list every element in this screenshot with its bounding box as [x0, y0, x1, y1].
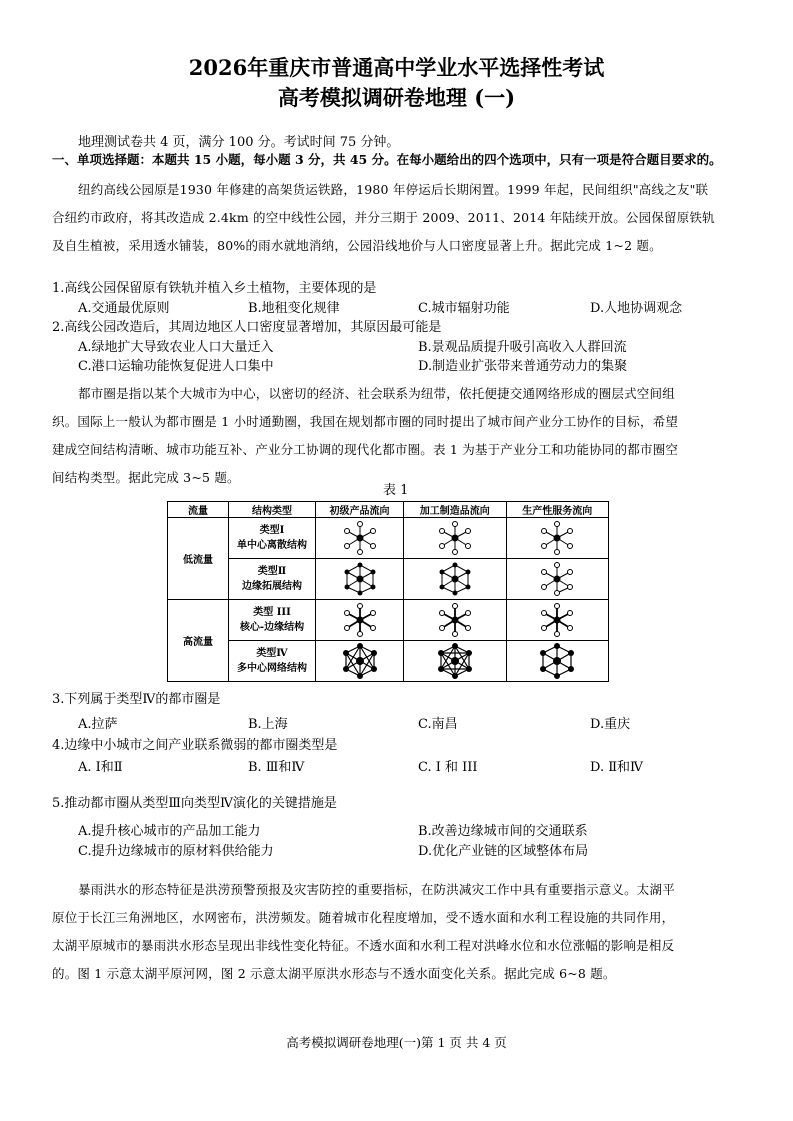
table-header: 初级产品流向 — [316, 502, 404, 518]
q3-option-b[interactable]: B.上海 — [248, 717, 288, 732]
flow-group-high: 高流量 — [168, 600, 229, 682]
passage-2 — [52, 380, 752, 492]
structure-type-3 — [229, 600, 316, 641]
flow-diagram-type3-manufacturing — [435, 601, 475, 639]
flow-group-low: 低流量 — [168, 518, 229, 600]
passage-2-line: 间结构类型。据此完成 3~5 题。 — [52, 470, 240, 485]
q5-option-c[interactable]: C.提升边缘城市的原材料供给能力 — [78, 844, 274, 859]
q1-option-d[interactable]: D.人地协调观念 — [590, 301, 683, 316]
structure-type-1 — [229, 518, 316, 559]
passage-3-line: 的。图 1 示意太湖平原河网，图 2 示意太湖平原洪水形态与不透水面变化关系。据此完成 6~8 题。 — [52, 966, 616, 981]
flow-diagram-type3-primary — [340, 601, 380, 639]
flow-diagram-type4-services — [535, 642, 579, 680]
diagram-cell — [506, 559, 609, 600]
passage-1-line: 纽约高线公园原是1930 年修建的高架货运铁路，1980 年停运后长期闲置。1999 年起，民间组织"高线之友"联 — [78, 182, 709, 197]
structure-type-name: 类型 III — [253, 607, 291, 618]
diagram-cell — [404, 518, 506, 559]
structure-type-desc: 核心-边缘结构 — [239, 622, 305, 633]
diagram-cell — [506, 600, 609, 641]
flow-diagram-type2-primary — [340, 560, 380, 598]
passage-2-line: 都市圈是指以某个大城市为中心，以密切的经济、社会联系为纽带，依托便捷交通网络形成的圈层式空间组 — [78, 386, 675, 401]
diagram-cell — [316, 641, 404, 682]
structure-type-name: 类型Ⅳ — [256, 648, 288, 659]
q3-option-a[interactable]: A.拉萨 — [78, 717, 118, 732]
flow-diagram-type1-manufacturing — [435, 519, 475, 557]
q4-option-b[interactable]: B. Ⅲ和Ⅳ — [248, 760, 305, 775]
table-header: 结构类型 — [229, 502, 316, 518]
passage-2-line: 建成空间结构清晰、城市功能互补、产业分工协调的现代化都市圈。表 1 为基于产业分工和功能协同的都市圈空 — [52, 442, 679, 457]
passage-1-line: 合纽约市政府，将其改造成 2.4km 的空中线性公园，并分三期于 2009、2011、2014 年陆续开放。公园保留原铁轨 — [52, 210, 715, 225]
structure-type-2 — [229, 559, 316, 600]
table-1-caption: 表 1 — [383, 483, 409, 498]
diagram-cell — [404, 600, 506, 641]
q2-option-d[interactable]: D.制造业扩张带来普通劳动力的集聚 — [418, 359, 628, 374]
passage-3 — [52, 876, 752, 988]
flow-diagram-type2-services — [537, 560, 577, 598]
structure-type-desc: 单中心离散结构 — [237, 540, 307, 551]
flow-diagram-type4-manufacturing — [433, 642, 477, 680]
q1-option-b[interactable]: B.地租变化规律 — [248, 301, 340, 316]
table-1 — [167, 501, 609, 682]
page-title-line1: 2026年重庆市普通高中学业水平选择性考试 — [188, 55, 605, 80]
q4-option-a[interactable]: A. Ⅰ和Ⅱ — [78, 760, 123, 775]
question-5-stem: 5.推动都市圈从类型Ⅲ向类型Ⅳ演化的关键措施是 — [52, 796, 337, 811]
q2-option-c[interactable]: C.港口运输功能恢复促进人口集中 — [78, 359, 274, 374]
q3-option-d[interactable]: D.重庆 — [590, 717, 631, 732]
q5-option-b[interactable]: B.改善边缘城市间的交通联系 — [418, 824, 588, 839]
passage-3-line: 暴雨洪水的形态特征是洪涝预警预报及灾害防控的重要指标，在防洪减灾工作中具有重要指示意义。太湖平 — [78, 882, 675, 897]
diagram-cell — [316, 518, 404, 559]
passage-3-line: 原位于长江三角洲地区，水网密布，洪涝频发。随着城市化程度增加，受不透水面和水利工程设施的共同作用， — [52, 910, 675, 925]
passage-2-line: 织。国际上一般认为都市圈是 1 小时通勤圈，我国在规划都市圈的同时提出了城市间产业分工协作的目标，希望 — [52, 414, 679, 429]
diagram-cell — [404, 641, 506, 682]
section-heading: 一、单项选择题：本题共 15 小题，每小题 3 分，共 45 分。在每小题给出的四个选项中，只有一项是符合题目要求的。 — [52, 152, 722, 167]
flow-diagram-type4-primary — [338, 642, 382, 680]
question-1-stem: 1.高线公园保留原有铁轨并植入乡土植物，主要体现的是 — [52, 281, 377, 296]
q4-option-c[interactable]: C. I 和 III — [418, 760, 478, 775]
q4-option-d[interactable]: D. Ⅱ和Ⅳ — [590, 760, 644, 775]
table-header: 生产性服务流向 — [506, 502, 609, 518]
table-header: 流量 — [168, 502, 229, 518]
question-2-stem: 2.高线公园改造后，其周边地区人口密度显著增加，其原因最可能是 — [52, 320, 442, 335]
structure-type-name: 类型Ⅰ — [259, 525, 285, 536]
structure-type-4 — [229, 641, 316, 682]
passage-1 — [52, 176, 752, 260]
exam-info: 地理测试卷共 4 页，满分 100 分。考试时间 75 分钟。 — [78, 135, 400, 150]
structure-type-desc: 边缘拓展结构 — [242, 581, 302, 592]
flow-diagram-type3-services — [537, 601, 577, 639]
q5-option-d[interactable]: D.优化产业链的区域整体布局 — [418, 844, 589, 859]
flow-diagram-type2-manufacturing — [435, 560, 475, 598]
flow-diagram-type1-services — [537, 519, 577, 557]
q2-option-a[interactable]: A.绿地扩大导致农业人口大量迁入 — [78, 340, 274, 355]
diagram-cell — [506, 518, 609, 559]
diagram-cell — [404, 559, 506, 600]
diagram-cell — [316, 600, 404, 641]
q1-option-c[interactable]: C.城市辐射功能 — [418, 301, 510, 316]
q1-option-a[interactable]: A.交通最优原则 — [78, 301, 170, 316]
diagram-cell — [316, 559, 404, 600]
diagram-cell — [506, 641, 609, 682]
structure-type-name: 类型Ⅱ — [257, 566, 287, 577]
passage-3-line: 太湖平原城市的暴雨洪水形态呈现出非线性变化特征。不透水面和水利工程对洪峰水位和水位涨幅的影响是相反 — [52, 938, 675, 953]
page-footer: 高考模拟调研卷地理(一)第 1 页 共 4 页 — [286, 1035, 507, 1050]
flow-diagram-type1-primary — [340, 519, 380, 557]
table-header: 加工制造品流向 — [404, 502, 506, 518]
q3-option-c[interactable]: C.南昌 — [418, 717, 458, 732]
page-title-line2: 高考模拟调研卷地理 (一) — [277, 85, 516, 110]
q5-option-a[interactable]: A.提升核心城市的产品加工能力 — [78, 824, 261, 839]
question-3-stem: 3.下列属于类型Ⅳ的都市圈是 — [52, 692, 221, 707]
q2-option-b[interactable]: B.景观品质提升吸引高收入人群回流 — [418, 340, 627, 355]
passage-1-line: 及自生植被，采用透水铺装，80%的雨水就地消纳，公园沿线地价与人口密度显著上升。据此完成 1~2 题。 — [52, 238, 662, 253]
structure-type-desc: 多中心网络结构 — [237, 663, 307, 674]
question-4-stem: 4.边缘中小城市之间产业联系微弱的都市圈类型是 — [52, 738, 338, 753]
